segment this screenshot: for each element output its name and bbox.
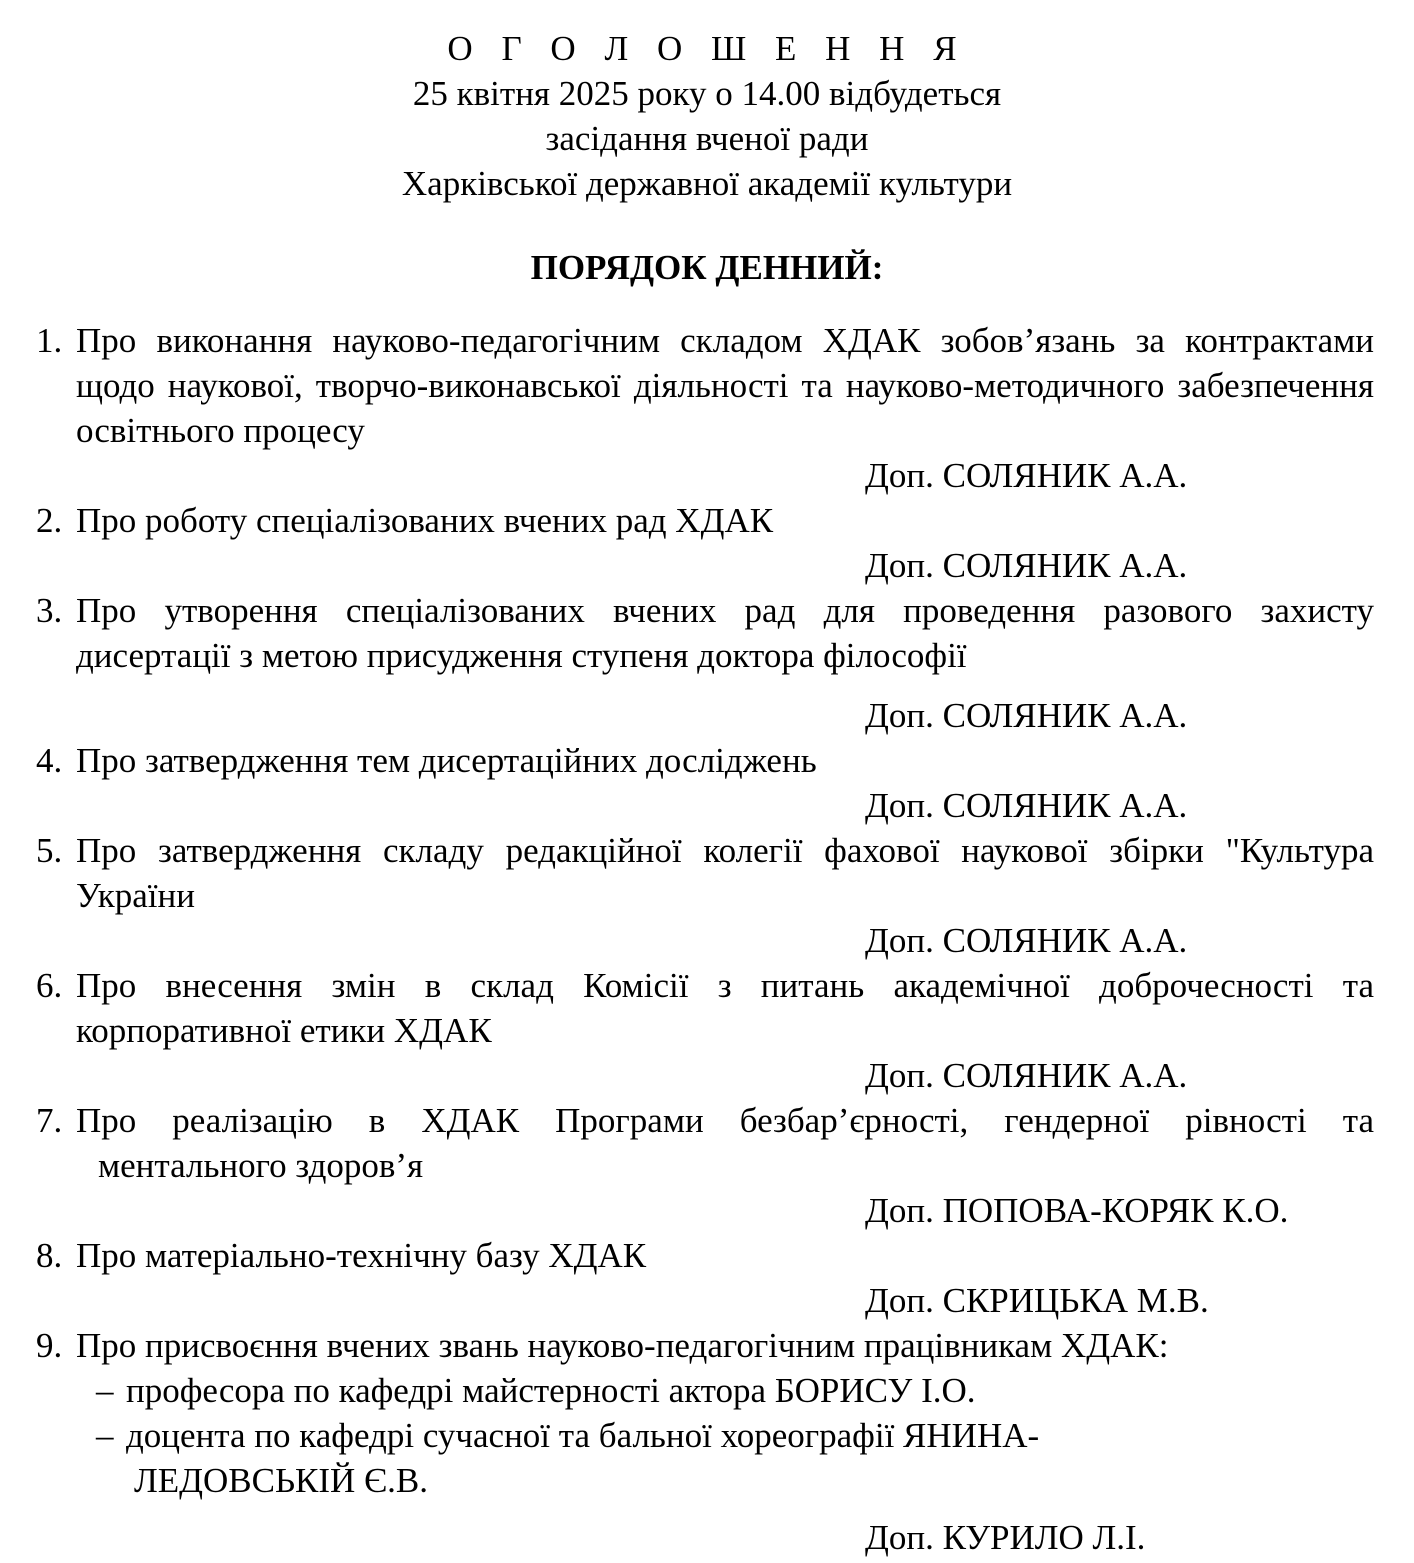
agenda-subitem: [96, 1413, 1374, 1458]
agenda-subitems: [96, 1368, 1374, 1503]
agenda-item-speaker: Доп. СКРИЦЬКА М.В.: [865, 1281, 1209, 1320]
agenda-item: [36, 963, 1374, 1098]
agenda-item-text: Про утворення спеціалізованих вчених рад для проведення разового захисту дисертації з метою присудження ступеня доктора філософії: [76, 591, 1374, 675]
agenda-item-text: Про присвоєння вчених звань науково-педагогічним працівникам ХДАК:: [76, 1326, 1169, 1365]
dash-marker: –: [96, 1416, 114, 1455]
agenda-heading: ПОРЯДОК ДЕННИЙ:: [530, 248, 884, 287]
announcement-title: О Г О Л О Ш Е Н Н Я: [447, 29, 967, 68]
agenda-item-number: 8.: [36, 1236, 63, 1275]
agenda-item-text: Про затвердження складу редакційної колегії фахової наукової збірки "Культура України: [76, 831, 1374, 915]
agenda-subitem-text: професора по кафедрі майстерності актора БОРИСУ І.О.: [126, 1371, 976, 1410]
agenda-item-number: 4.: [36, 741, 63, 780]
agenda-item-speaker: Доп. СОЛЯНИК А.А.: [865, 456, 1188, 495]
agenda-item: [36, 738, 1374, 828]
agenda-item-number: 6.: [36, 966, 63, 1005]
agenda-item-text-wrap: [76, 1143, 1374, 1188]
dash-marker: –: [96, 1371, 114, 1410]
agenda-item: [36, 498, 1374, 588]
agenda-item: [36, 588, 1374, 738]
agenda-list: [36, 318, 1374, 1560]
agenda-item-speaker: Доп. СОЛЯНИК А.А.: [865, 786, 1188, 825]
spacer: [36, 678, 1374, 693]
agenda-item-number: 9.: [36, 1326, 63, 1365]
agenda-item-speaker: Доп. СОЛЯНИК А.А.: [865, 696, 1188, 735]
announcement-header: [0, 26, 1414, 206]
agenda-subitem-continuation: ЛЕДОВСЬКІЙ Є.В.: [134, 1461, 429, 1500]
meeting-date-line: 25 квітня 2025 року о 14.00 відбудеться: [412, 74, 1002, 113]
agenda-item-speaker: Доп. КУРИЛО Л.І.: [865, 1518, 1146, 1557]
agenda-item-text-line: ментального здоров’я: [98, 1146, 424, 1185]
agenda-item-number: 5.: [36, 831, 63, 870]
agenda-item-text: Про виконання науково-педагогічним складом ХДАК зобов’язань за контрактами щодо наукової, творчо-виконавської діяльності та науково-методичного забезпечення освітнього процесу: [76, 321, 1374, 450]
agenda-item: [36, 1323, 1374, 1560]
agenda-item-speaker: Доп. ПОПОВА-КОРЯК К.О.: [865, 1191, 1289, 1230]
agenda-item-number: 1.: [36, 321, 63, 360]
agenda-item-text: Про затвердження тем дисертаційних досліджень: [76, 741, 817, 780]
meeting-type-line: засідання вченої ради: [545, 119, 869, 158]
agenda-item: [36, 1098, 1374, 1233]
agenda-item: [36, 1233, 1374, 1323]
agenda-item-text-line: Про реалізацію в ХДАК Програми безбар’єрності, гендерної рівності та: [76, 1101, 1374, 1140]
agenda-item-number: 2.: [36, 501, 63, 540]
agenda-item-number: 7.: [36, 1101, 63, 1140]
agenda-subitem: [96, 1368, 1374, 1413]
agenda-item: [36, 828, 1374, 963]
agenda-item-text: Про роботу спеціалізованих вчених рад ХДАК: [76, 501, 774, 540]
agenda-item-speaker: Доп. СОЛЯНИК А.А.: [865, 546, 1188, 585]
agenda-subitem-text: доцента по кафедрі сучасної та бальної хореографії ЯНИНА-: [126, 1416, 1040, 1455]
institution-line: Харківської державної академії культури: [401, 164, 1013, 203]
agenda-item-text: Про внесення змін в склад Комісії з питань академічної доброчесності та корпоративної етики ХДАК: [76, 966, 1374, 1050]
agenda-item-text: Про матеріально-технічну базу ХДАК: [76, 1236, 647, 1275]
agenda-item-number: 3.: [36, 591, 63, 630]
agenda-item-speaker: Доп. СОЛЯНИК А.А.: [865, 1056, 1188, 1095]
agenda-item-speaker: Доп. СОЛЯНИК А.А.: [865, 921, 1188, 960]
agenda-item: [36, 318, 1374, 498]
